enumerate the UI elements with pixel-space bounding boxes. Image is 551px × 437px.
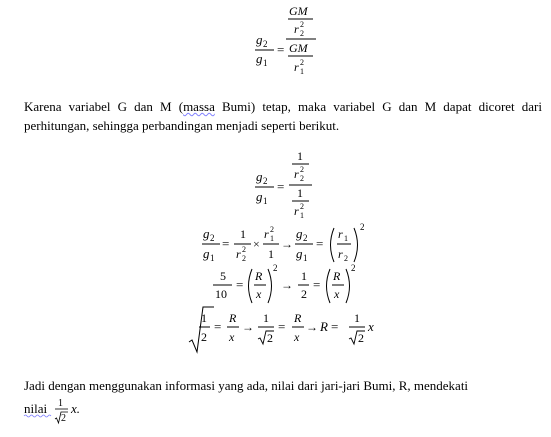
r-superscript: 2 [300, 58, 304, 67]
equation-3 [202, 222, 365, 263]
r-letter: r [236, 247, 241, 261]
arrow-symbol: → [242, 320, 254, 334]
g2-letter: g [256, 32, 263, 47]
r-letter: r [294, 167, 299, 181]
left-parenthesis [327, 269, 331, 303]
x-letter: x [294, 330, 300, 344]
r-superscript: 2 [242, 245, 246, 254]
equals-sign: = [316, 236, 324, 251]
square-exponent: 2 [360, 222, 365, 232]
one-numerator: 1 [297, 149, 303, 163]
g2-subscript: 2 [210, 233, 215, 243]
equation-4 [213, 263, 356, 303]
spellcheck-word-massa: massa [183, 99, 215, 114]
equals-sign: = [277, 42, 285, 57]
one-numerator: 1 [201, 311, 207, 325]
arrow-symbol: → [306, 320, 318, 334]
r-letter: r [338, 247, 343, 261]
gm-numerator: GM [289, 41, 308, 55]
sqrt-two: 2 [267, 331, 273, 345]
equals-sign: = [277, 179, 285, 194]
equals-sign: = [222, 236, 230, 251]
r-letter: R [320, 319, 328, 334]
g2-subscript: 2 [263, 176, 268, 186]
two-denominator: 2 [201, 330, 207, 344]
equals-sign: = [313, 277, 321, 292]
one-numerator: 1 [240, 227, 246, 241]
r-subscript: 2 [300, 174, 304, 183]
equals-sign: = [331, 319, 339, 334]
g2-subscript: 2 [263, 39, 268, 49]
paragraph-text-before: Karena variabel G dan M ( [24, 99, 184, 114]
g2-letter: g [296, 226, 303, 241]
g2-subscript: 2 [303, 233, 308, 243]
equation-5 [189, 307, 374, 352]
one-numerator: 1 [263, 311, 269, 325]
r-subscript: 1 [270, 234, 274, 243]
r-letter: r [294, 22, 299, 36]
arrow-symbol: → [281, 278, 293, 292]
g1-letter: g [296, 246, 303, 261]
sqrt-two: 2 [61, 413, 66, 424]
r-letter: r [294, 204, 299, 218]
g1-subscript: 1 [263, 58, 268, 68]
x-letter: x [229, 330, 235, 344]
right-parenthesis [354, 228, 358, 262]
r-superscript: 2 [300, 165, 304, 174]
x-letter: x [368, 319, 374, 334]
times-sign: × [253, 237, 260, 251]
x-letter: x [334, 287, 340, 301]
r-letter: r [338, 227, 343, 241]
one-numerator: 1 [297, 186, 303, 200]
equals-sign: = [236, 277, 244, 292]
right-parenthesis [268, 269, 272, 303]
r-superscript: 2 [270, 225, 274, 234]
one-denominator: 1 [268, 247, 274, 261]
r-subscript: 2 [300, 29, 304, 38]
r-subscript: 2 [344, 254, 348, 263]
r-letter: r [294, 60, 299, 74]
g1-letter: g [256, 189, 263, 204]
one-numerator: 1 [354, 311, 360, 325]
x-letter: x. [71, 401, 81, 416]
r-superscript: 2 [300, 20, 304, 29]
left-parenthesis [249, 269, 253, 303]
square-exponent: 2 [351, 263, 356, 273]
square-exponent: 2 [273, 263, 278, 273]
r-letter: R [255, 269, 263, 283]
r-subscript: 2 [242, 254, 246, 263]
g2-letter: g [256, 169, 263, 184]
equation-1 [255, 4, 316, 76]
two-denominator: 2 [301, 287, 307, 301]
sqrt-two: 2 [358, 331, 364, 345]
g1-letter: g [256, 51, 263, 66]
arrow-symbol: → [281, 237, 293, 251]
one-numerator: 1 [58, 398, 63, 409]
inline-result [24, 398, 80, 424]
right-parenthesis [346, 269, 350, 303]
r-letter: R [229, 311, 237, 325]
gm-numerator: GM [289, 4, 308, 18]
five-numerator: 5 [220, 269, 226, 283]
r-letter: R [333, 269, 341, 283]
left-parenthesis [331, 228, 335, 262]
r-superscript: 2 [300, 202, 304, 211]
one-numerator: 1 [301, 269, 307, 283]
x-letter: x [256, 287, 262, 301]
g1-subscript: 1 [303, 253, 308, 263]
equals-sign: = [278, 319, 286, 334]
g1-subscript: 1 [263, 196, 268, 206]
equation-2 [255, 149, 312, 220]
g1-subscript: 1 [210, 253, 215, 263]
g1-letter: g [203, 246, 210, 261]
conclusion-text: Jadi dengan menggunakan informasi yang ada, nilai dari jari-jari Bumi, R, mendekati [24, 378, 469, 393]
paragraph-text-after: Bumi) tetap, maka variabel G dan M dapat dicoret dari perhitungan, sehingga perbandingan menjadi seperti berikut. [24, 99, 542, 133]
r-subscript: 1 [344, 234, 348, 243]
r-subscript: 1 [300, 67, 304, 76]
r-subscript: 1 [300, 211, 304, 220]
ten-denominator: 10 [215, 287, 227, 301]
g2-letter: g [203, 226, 210, 241]
spellcheck-word-nilai: nilai [24, 401, 48, 416]
r-letter: R [294, 311, 302, 325]
equals-sign: = [214, 319, 222, 334]
r-letter: r [264, 227, 269, 241]
